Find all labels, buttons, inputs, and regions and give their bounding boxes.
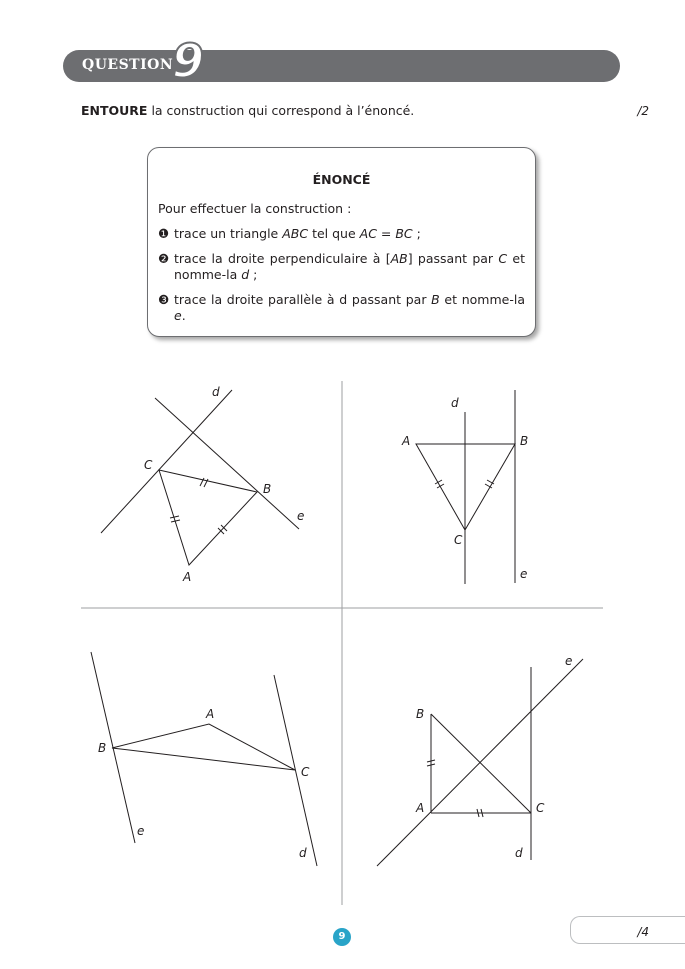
instruction-text: la construction qui correspond à l’énoncé. <box>147 103 415 118</box>
question-number: 9 <box>171 34 204 88</box>
step-bullet: ❷ <box>158 251 170 266</box>
triangle-abc <box>112 724 295 770</box>
label-a: A <box>402 434 411 448</box>
question-label: QUESTION <box>82 57 174 73</box>
construction-4[interactable] <box>377 654 583 866</box>
score-bottom: /4 <box>637 925 649 939</box>
label-d: d <box>451 396 459 410</box>
construction-1[interactable] <box>101 385 304 584</box>
line-d <box>101 390 232 533</box>
label-e: e <box>137 824 145 838</box>
label-c: C <box>454 533 463 547</box>
label-e: e <box>520 567 528 581</box>
page-number-badge: 9 <box>333 928 351 946</box>
construction-2[interactable] <box>401 390 528 584</box>
label-c: C <box>144 458 153 472</box>
label-b: B <box>98 741 107 755</box>
label-b: B <box>263 482 272 496</box>
label-b: B <box>416 707 425 721</box>
label-c: C <box>536 801 545 815</box>
label-d: d <box>515 846 523 860</box>
score-frame <box>570 916 685 944</box>
step-bullet: ❶ <box>158 226 170 241</box>
label-d: d <box>212 385 220 399</box>
label-c: C <box>301 765 310 779</box>
label-e: e <box>565 654 573 668</box>
construction-3[interactable] <box>91 652 317 866</box>
segment-bc <box>431 714 531 813</box>
label-a: A <box>206 707 215 721</box>
label-d: d <box>299 846 307 860</box>
step-text: trace la droite parallèle à d passant par B et nomme-la e. <box>174 292 525 323</box>
score-top: /2 <box>637 104 649 118</box>
label-b: B <box>520 434 529 448</box>
step-text: trace un triangle ABC tel que AC = BC ; <box>174 226 421 241</box>
enonce-intro: Pour effectuer la construction : <box>158 201 352 216</box>
equal-tick-marks <box>170 478 227 534</box>
label-e: e <box>297 509 305 523</box>
label-a: A <box>416 801 425 815</box>
enonce-title: ÉNONCÉ <box>312 172 371 187</box>
label-a: A <box>183 570 192 584</box>
step-text: trace la droite perpendiculaire à [AB] passant par C et nomme-la d ; <box>174 251 525 282</box>
line-d <box>274 675 317 866</box>
step-bullet: ❸ <box>158 292 170 307</box>
line-e <box>155 398 299 529</box>
instruction-verb: ENTOURE <box>81 103 148 118</box>
